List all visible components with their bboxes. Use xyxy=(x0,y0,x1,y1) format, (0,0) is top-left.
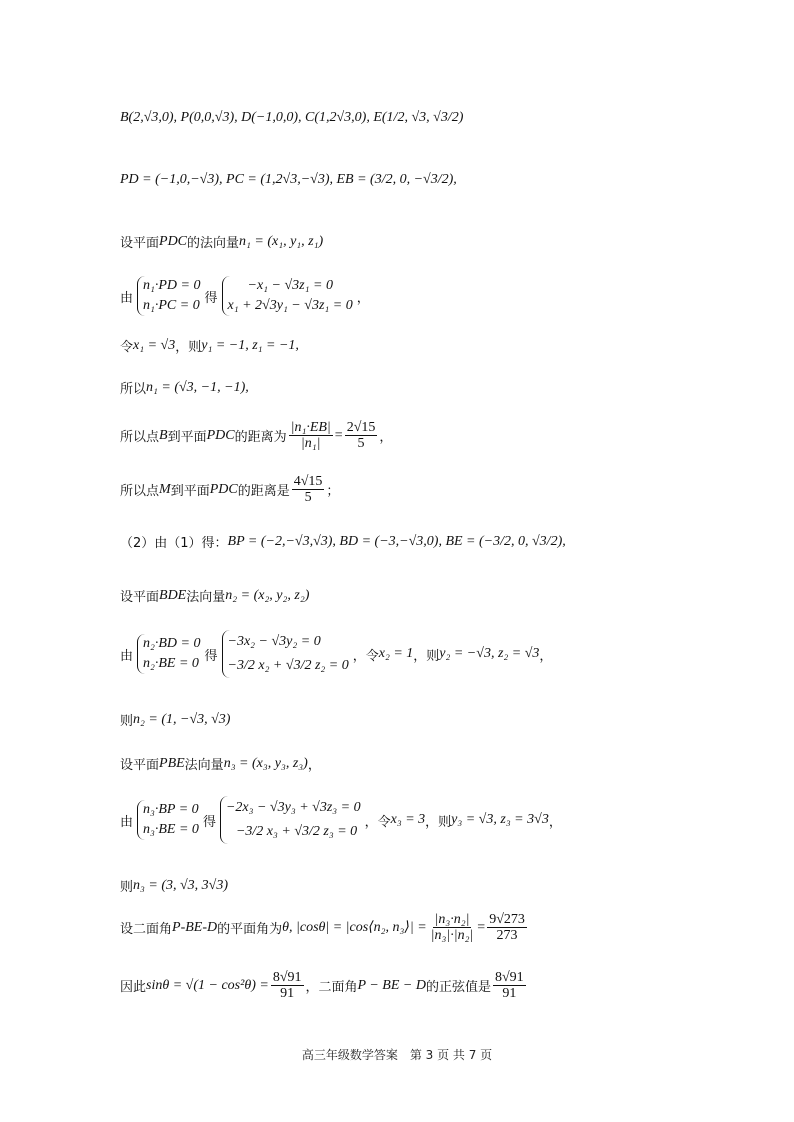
text-segment: （2）由（1）得： xyxy=(120,536,228,551)
plane-name: PDC xyxy=(209,481,238,497)
equation: −x₁ − √3z₁ = 0 xyxy=(247,278,333,293)
equation: n₁ = (x₁, y₁, z₁) xyxy=(239,233,324,249)
equation: n₂ = (1, −√3, √3) xyxy=(133,711,231,727)
text-segment: 设平面 xyxy=(120,236,160,251)
text-segment: 所以点 xyxy=(120,430,160,445)
fraction xyxy=(429,912,476,943)
equation: n₂·BE = 0 xyxy=(143,656,199,671)
text-segment: 得 xyxy=(204,648,218,664)
fraction-denominator: 273 xyxy=(496,928,518,943)
line-4-system xyxy=(120,276,370,316)
coordinates-text: B(2,√3,0), P(0,0,√3), D(−1,0,0), C(1,2√3,0), E(1/2, √3, √3/2) xyxy=(120,110,464,125)
text-segment: 的平面角为 xyxy=(217,922,283,937)
equation: sinθ = √(1 − cos²θ) = xyxy=(146,977,269,993)
equation: x₁ = √3 xyxy=(133,337,176,353)
line-14-system xyxy=(120,796,562,844)
equation: n₂ = (x₂, y₂, z₂) xyxy=(225,587,310,603)
line-6 xyxy=(120,378,249,397)
equation: n₃ = (3, √3, 3√3) xyxy=(133,877,229,893)
text-segment: 由 xyxy=(120,290,134,306)
equation: θ, |cosθ| = |cos⟨n₂, n₃⟩| = xyxy=(282,920,427,935)
text-segment: 到平面 xyxy=(167,430,207,445)
text-segment: 设平面 xyxy=(120,590,160,605)
equation: n₁·PC = 0 xyxy=(143,298,200,313)
fraction xyxy=(271,970,304,1001)
equation: x₂ = 1 xyxy=(378,646,414,661)
text-segment: ，令 xyxy=(364,814,391,830)
text-segment: ，令 xyxy=(352,648,379,664)
fraction-denominator: 5 xyxy=(304,490,312,505)
fraction-denominator: 91 xyxy=(280,986,295,1001)
text-segment: 设平面 xyxy=(120,758,160,773)
equals-sign: = xyxy=(477,919,486,935)
equation: −3/2 x₃ + √3/2 z₃ = 0 xyxy=(235,824,358,839)
fraction-denominator: |n₃|·|n₂| xyxy=(430,928,474,943)
equation: x₃ = 3 xyxy=(390,812,426,827)
line-2-vectors xyxy=(120,172,457,188)
line-16-dihedral xyxy=(120,912,529,943)
text-segment: ，则 xyxy=(175,340,202,355)
fraction-numerator: 8√91 xyxy=(494,970,524,985)
line-9-part2 xyxy=(120,532,566,551)
equation: y₃ = √3, z₃ = 3√3 xyxy=(451,812,549,827)
equation: n₁ = (√3, −1, −1), xyxy=(146,379,249,395)
fraction-numerator: 8√91 xyxy=(272,970,302,985)
fraction-numerator: 2√15 xyxy=(346,420,376,435)
text-segment: 得 xyxy=(204,290,218,306)
text-segment: 设二面角 xyxy=(120,922,173,937)
fraction-denominator: 91 xyxy=(502,986,517,1001)
text-segment: 所以 xyxy=(120,382,147,397)
fraction xyxy=(292,474,325,505)
line-5 xyxy=(120,336,299,355)
text-segment: 则 xyxy=(120,714,134,729)
equation-system-left xyxy=(137,634,200,674)
line-8-distance xyxy=(120,474,339,505)
line-11-system xyxy=(120,630,552,678)
text-segment: ， xyxy=(379,430,393,445)
plane-name: PDC xyxy=(206,427,235,443)
fraction-denominator: |n₁| xyxy=(300,436,321,451)
equals-sign: = xyxy=(334,427,343,443)
text-segment: 由 xyxy=(120,648,134,664)
line-7-distance xyxy=(120,420,392,451)
equation: −3x₂ − √3y₂ = 0 xyxy=(227,634,321,649)
text-segment: ， xyxy=(539,648,553,664)
equation: −3/2 x₂ + √3/2 z₂ = 0 xyxy=(227,658,349,673)
plane-name: PDC xyxy=(159,233,188,249)
equation: −2x₃ − √3y₃ + √3z₃ = 0 xyxy=(225,800,361,815)
equation-system-left xyxy=(137,276,200,316)
line-15 xyxy=(120,876,228,895)
fraction xyxy=(289,420,333,451)
equation-system-right xyxy=(220,796,361,844)
line-12 xyxy=(120,710,230,729)
fraction xyxy=(493,970,526,1001)
page-footer: 高三年级数学答案 第 3 页 共 7 页 xyxy=(301,1048,493,1062)
equation: n₃·BE = 0 xyxy=(143,822,199,837)
text-segment: ，则 xyxy=(413,648,440,664)
equation-system-right xyxy=(222,630,349,678)
text-segment: 因此 xyxy=(120,980,147,995)
text-segment: 法向量 xyxy=(184,758,224,773)
angle-name: P − BE − D xyxy=(357,977,426,993)
text-segment: ， xyxy=(307,758,321,773)
text-segment: ，则 xyxy=(425,814,452,830)
text-segment: 所以点 xyxy=(120,484,160,499)
text-segment: 到平面 xyxy=(170,484,210,499)
point-name: M xyxy=(159,481,171,497)
equation: n₃ = (x₃, y₃, z₃) xyxy=(223,755,308,771)
text-segment: ， xyxy=(356,290,370,306)
line-13 xyxy=(120,754,321,773)
text-segment: 的距离是 xyxy=(237,484,290,499)
text-segment: 的正弦值是 xyxy=(425,980,491,995)
fraction-numerator: |n₃·n₂| xyxy=(434,912,470,927)
text-segment: 得 xyxy=(202,814,216,830)
plane-name: BDE xyxy=(159,587,187,603)
line-1-coordinates xyxy=(120,110,463,126)
equation: n₁·PD = 0 xyxy=(143,278,201,293)
equation-system-left xyxy=(137,800,199,840)
fraction-numerator: |n₁·EB| xyxy=(290,420,331,435)
text-segment: 则 xyxy=(120,880,134,895)
angle-name: P-BE-D xyxy=(172,919,218,935)
fraction xyxy=(487,912,527,943)
text-segment: 令 xyxy=(120,340,134,355)
line-10 xyxy=(120,586,309,605)
fraction-numerator: 4√15 xyxy=(293,474,323,489)
equation-system-right xyxy=(222,276,353,316)
text-segment: ； xyxy=(326,484,340,499)
fraction-numerator: 9√273 xyxy=(489,912,525,927)
equation: n₃·BP = 0 xyxy=(143,802,199,817)
text-segment: ， xyxy=(548,814,562,830)
line-3-normal-vector xyxy=(120,232,323,251)
line-17-sine xyxy=(120,970,528,1001)
equation: y₁ = −1, z₁ = −1, xyxy=(201,337,299,353)
text-segment: 的距离为 xyxy=(234,430,287,445)
equation: x₁ + 2√3y₁ − √3z₁ = 0 xyxy=(227,298,353,313)
plane-name: PBE xyxy=(159,755,185,771)
text-segment: 法向量 xyxy=(186,590,226,605)
point-name: B xyxy=(159,427,168,443)
text-segment: 的法向量 xyxy=(187,236,240,251)
text-segment: 由 xyxy=(120,814,134,830)
equation: BP = (−2,−√3,√3), BD = (−3,−√3,0), BE = (−3/2, 0, √3/2), xyxy=(227,533,566,549)
vectors-text: PD = (−1,0,−√3), PC = (1,2√3,−√3), EB = (3/2, 0, −√3/2), xyxy=(120,172,457,187)
fraction xyxy=(345,420,378,451)
text-segment: ，二面角 xyxy=(305,980,358,995)
fraction-denominator: 5 xyxy=(357,436,365,451)
equation: n₂·BD = 0 xyxy=(143,636,201,651)
equation: y₂ = −√3, z₂ = √3 xyxy=(439,646,540,661)
